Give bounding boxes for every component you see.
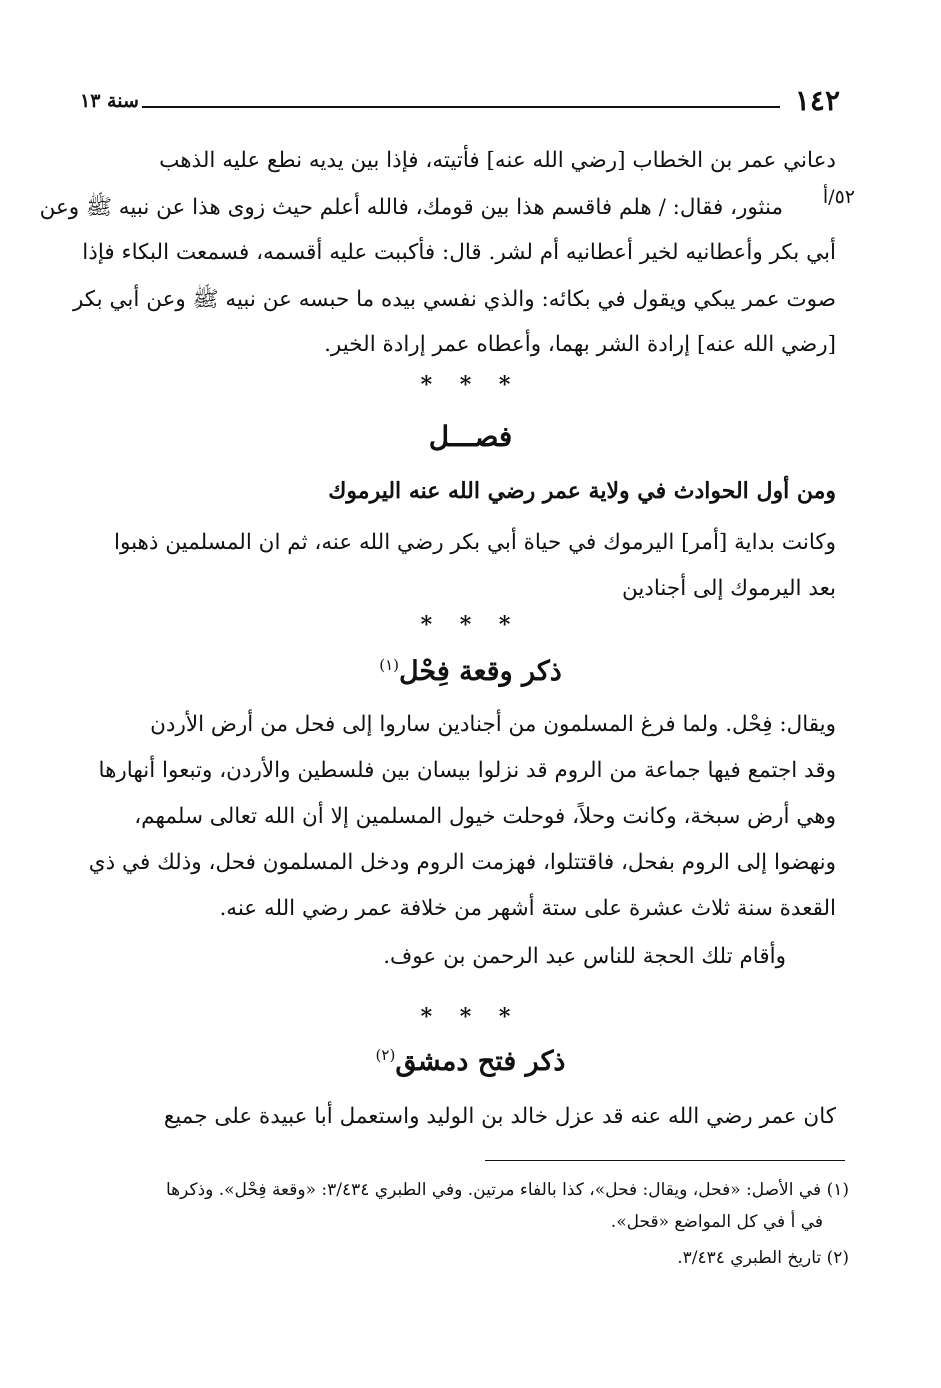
paragraph-line: القعدة سنة ثلاث عشرة على ستة أشهر من خلافة عمر رضي الله عنه. [219, 896, 836, 921]
paragraph-line: ونهضوا إلى الروم بفحل، فاقتتلوا، فهزمت الروم ودخل المسلمون فحل، وذلك في ذي [88, 850, 836, 875]
section-title: فصـــل [428, 420, 513, 453]
paragraph-line: أبي بكر وأعطانيه لخير أعطانيه أم لشر. قال: فأكببت عليه أقسمه، فسمعت البكاء فإذا [82, 240, 836, 265]
paragraph-line: وأقام تلك الحجة للناس عبد الرحمن بن عوف. [383, 944, 786, 969]
section-title [0, 656, 941, 687]
page-header [80, 84, 840, 124]
section-separator: * * * [420, 1004, 521, 1030]
section-title-text: ذكر وقعة فِحْل [398, 656, 562, 687]
running-head: سنة ١٣ [80, 90, 139, 112]
paragraph-line: وقد اجتمع فيها جماعة من الروم قد نزلوا بيسان بين فلسطين والأردن، وتبعوا أنهارها [98, 758, 836, 783]
paragraph-line: ويقال: فِحْل. ولما فرغ المسلمون من أجنادين ساروا إلى فحل من أرض الأردن [150, 712, 836, 737]
footnote-line: (١) في الأصل: «فحل، ويقال: فحل»، كذا بالفاء مرتين. وفي الطبري ٣/٤٣٤: «وقعة فِحْل». وذكرها [165, 1180, 849, 1200]
manuscript-folio-note: ٥٢/أ [822, 186, 855, 208]
section-separator: * * * [420, 372, 521, 398]
section-separator: * * * [420, 612, 521, 638]
footnote-marker: (١) [379, 656, 399, 674]
section-title-text: ذكر فتح دمشق [395, 1046, 566, 1077]
paragraph-line: منثور، فقال: / هلم فاقسم هذا بين قومك، فالله أعلم حيث زوى هذا عن نبيه ﷺ وعن [39, 195, 783, 220]
header-rule [142, 106, 780, 108]
paragraph-line: صوت عمر يبكي ويقول في بكائه: والذي نفسي بيده ما حبسه عن نبيه ﷺ وعن أبي بكر [72, 287, 836, 312]
footnote-line: في أ في كل المواضع «قحل». [610, 1212, 823, 1232]
paragraph-line: بعد اليرموك إلى أجنادين [621, 576, 836, 601]
section-subtitle: ومن أول الحوادث في ولاية عمر رضي الله عنه اليرموك [328, 478, 836, 504]
page-number: ١٤٢ [794, 84, 840, 117]
paragraph-line: دعاني عمر بن الخطاب [رضي الله عنه] فأتيته، فإذا بين يديه نطع عليه الذهب [159, 148, 836, 173]
section-title [0, 1046, 941, 1077]
paragraph-line: كان عمر رضي الله عنه قد عزل خالد بن الوليد واستعمل أبا عبيدة على جميع [163, 1104, 836, 1129]
paragraph-line: [رضي الله عنه] إرادة الشر بهما، وأعطاه عمر إرادة الخير. [324, 332, 836, 357]
paragraph-line: وهي أرض سبخة، وكانت وحلاً، فوحلت خيول المسلمين إلا أن الله تعالى سلمهم، [134, 804, 836, 829]
paragraph-line: وكانت بداية [أمر] اليرموك في حياة أبي بكر رضي الله عنه، ثم ان المسلمين ذهبوا [113, 530, 836, 555]
footnote-line: (٢) تاريخ الطبري ٣/٤٣٤. [677, 1248, 849, 1268]
footnote-rule [485, 1160, 845, 1161]
footnote-marker: (٢) [375, 1046, 396, 1064]
